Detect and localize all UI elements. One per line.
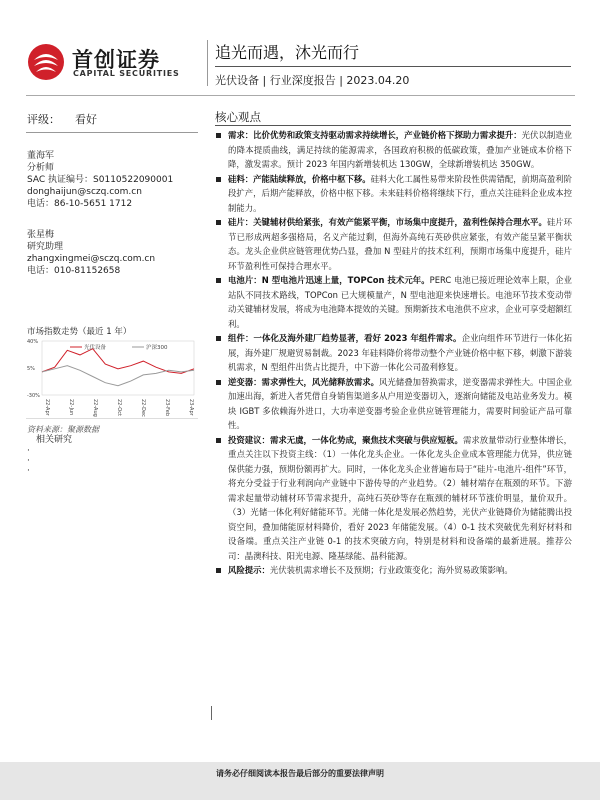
bullet-square-icon — [216, 380, 221, 385]
analyst-role: 研究助理 — [27, 242, 64, 252]
company-logo — [26, 42, 201, 82]
core-views-rule — [215, 125, 571, 126]
rating-label: 评级： — [27, 113, 60, 126]
legend-label: 沪深300 — [146, 345, 168, 351]
analyst-email[interactable]: donghaijun@sczq.com.cn — [27, 187, 142, 197]
bullet-square-icon — [216, 220, 221, 225]
core-bullet: 电池片：N 型电池片迅速上量，TOPCon 技术元年。PERC 电池已接近理论效率上限，企业站队不同技术路线，TOPCon 已大规模量产，N 型电池迎来快速增长。电池环节技术变动带动关键辅材发展，将成为电池降本提效的关键。预期新技术电池供不应求，企业可享受超额红利。 — [212, 273, 572, 331]
core-bullet: 风险提示：光伏装机需求增长不及预期；行业政策变化；海外贸易政策影响。 — [212, 563, 572, 578]
report-subline: 光伏设备 | 行业深度报告 | 2023.04.20 — [215, 74, 410, 87]
x-tick-label: 22-Aug — [92, 399, 98, 417]
x-tick-label: 22-Oct — [116, 399, 122, 416]
x-tick-label: 22-Apr — [44, 399, 50, 416]
related-bullet: · — [27, 446, 30, 456]
analyst-name: 张星梅 — [27, 230, 55, 240]
x-tick-label: 23-Apr — [188, 399, 194, 416]
core-bullet: 组件：一体化及海外建厂趋势显著，看好 2023 年组件需求。企业向组件环节进行一体化拓展，海外建厂规避贸易制裁。2023 年硅料降价将带动整个产业链价格中枢下移，刺激下游装机需求，N 型组件出货占比提升，中下游一体化公司盈利修复。 — [212, 331, 572, 375]
rating-rule — [26, 132, 198, 133]
analyst-name: 董海军 — [27, 151, 55, 161]
bullet-square-icon — [216, 278, 221, 283]
bullet-square-icon — [216, 336, 221, 341]
analyst-role: 分析师 — [27, 163, 55, 173]
y-tick-label: 5% — [27, 366, 35, 372]
analyst-phone: 电话：86-10-5651 1712 — [27, 199, 133, 209]
y-tick-label: 40% — [27, 339, 39, 345]
core-views-list — [212, 128, 572, 578]
related-bullet: · — [27, 456, 30, 466]
bullet-square-icon — [216, 568, 221, 573]
index-chart — [26, 337, 198, 417]
x-tick-label: 23-Feb — [164, 399, 170, 417]
x-tick-label: 22-Dec — [140, 399, 146, 417]
related-bullet: · — [27, 466, 30, 476]
analyst-block-2 — [27, 229, 155, 277]
series-line — [42, 349, 194, 374]
analyst-phone: 电话：010-81152658 — [27, 266, 121, 276]
header-divider — [207, 40, 208, 86]
legend-label: 光伏设备 — [84, 345, 107, 351]
analyst-block-1 — [27, 150, 173, 210]
analyst-cert: SAC 执证编号：S0110522090001 — [27, 175, 174, 185]
core-bullet: 需求：比价优势和政策支持驱动需求持续增长，产业链价格下探助力需求提升：光伏以制造业的降本提质曲线，满足持续的能源需求，各国政府积极的低碳政策，叠加产业链成本价格下降，激发需求。预计 2023 年国内新增装机达 130GW，全球新增装机达 350GW。 — [212, 128, 572, 172]
x-tick-label: 22-Jun — [68, 399, 74, 416]
core-bullet: 硅料：产能陆续释放，价格中枢下移。硅料大化工属性易带来阶段性供需错配，前期高盈利阶段扩产，后期产能释放，价格中枢下移。未来硅料价格将继续下行，重点关注硅料企业成本控制能力。 — [212, 172, 572, 216]
logo-mark-icon — [26, 42, 66, 82]
chart-bottom-rule — [26, 418, 198, 419]
core-bullet: 投资建议：需求无虞，一体化势成，聚焦技术突破与供应短板。需求放量带动行业整体增长，重点关注以下投资主线：（1）一体化龙头企业。一体化龙头企业成本管理能力优异，供应链保供能力强，预期份额再扩大。同时，一体化龙头企业普遍布局于“硅片-电池片-组件”环节，将充分受益于行业利润向产业链中下游传导的产业趋势。（2）辅材端存在瓶颈的环节。下游需求起量带动辅材环节需求提升，高纯石英砂等存在瓶颈的辅材环节涨价明显，量价双升。（3）光储一体化利好储能环节。光储一体化是发展必然趋势，光伏产业链降价为储能腾出投资空间，叠加储能原材料降价，看好 2023 年储能发展。（4）0-1 技术突破优先利好材料和设备端。重点关注产业链 0-1 的技术突破方向，特别是材料和设备端的最新进展。推荐公司：晶澳科技、阳光电源、隆基绿能、晶科能源。 — [212, 433, 572, 564]
core-bullet: 逆变器：需求弹性大，风光储释放需求。风光储叠加替换需求，逆变器需求弹性大。中国企业加速出海，新进入者凭借自身销售渠道多从户用逆变器切入，逐渐向储能及电站业务发力。模块 IGBT 多依赖海外进口，大功率逆变器考验企业供应链管理能力，需要时间验证产品可靠性。 — [212, 375, 572, 433]
title-rule — [215, 66, 571, 67]
logo-text-cn: 首创证券 — [72, 48, 160, 72]
bullet-square-icon — [216, 438, 221, 443]
chart-title: 市场指数走势（最近 1 年） — [27, 327, 132, 337]
core-bullet: 硅片：关键辅材供给紧张，有效产能紧平衡，市场集中度提升，盈利性保持合理水平。硅片环节已形成两超多强格局，名义产能过剩，但海外高纯石英砂供应紧张，有效产能呈紧平衡状态。龙头企业供应链管理优势凸显，叠加 N 型硅片的技术红利，预期市场集中度提升，硅片环节盈利性可保持合理水平。 — [212, 215, 572, 273]
bullet-square-icon — [216, 177, 221, 182]
footer-disclaimer: 请务必仔细阅读本报告最后部分的重要法律声明 — [216, 769, 384, 778]
analyst-email[interactable]: zhangxingmei@sczq.com.cn — [27, 254, 156, 264]
logo-text-en: CAPITAL SECURITIES — [73, 69, 180, 78]
text-cursor-bar — [211, 706, 212, 720]
plot-frame — [42, 341, 194, 395]
header-rule — [26, 95, 575, 96]
rating-value: 看好 — [75, 113, 97, 126]
related-research-title: 相关研究 — [36, 435, 73, 445]
report-title: 追光而遇，沐光而行 — [215, 43, 360, 62]
core-views-title: 核心观点 — [215, 110, 261, 124]
chart-source: 资料来源：聚源数据 — [27, 425, 99, 434]
bullet-square-icon — [216, 133, 221, 138]
y-tick-label: -30% — [27, 393, 40, 399]
